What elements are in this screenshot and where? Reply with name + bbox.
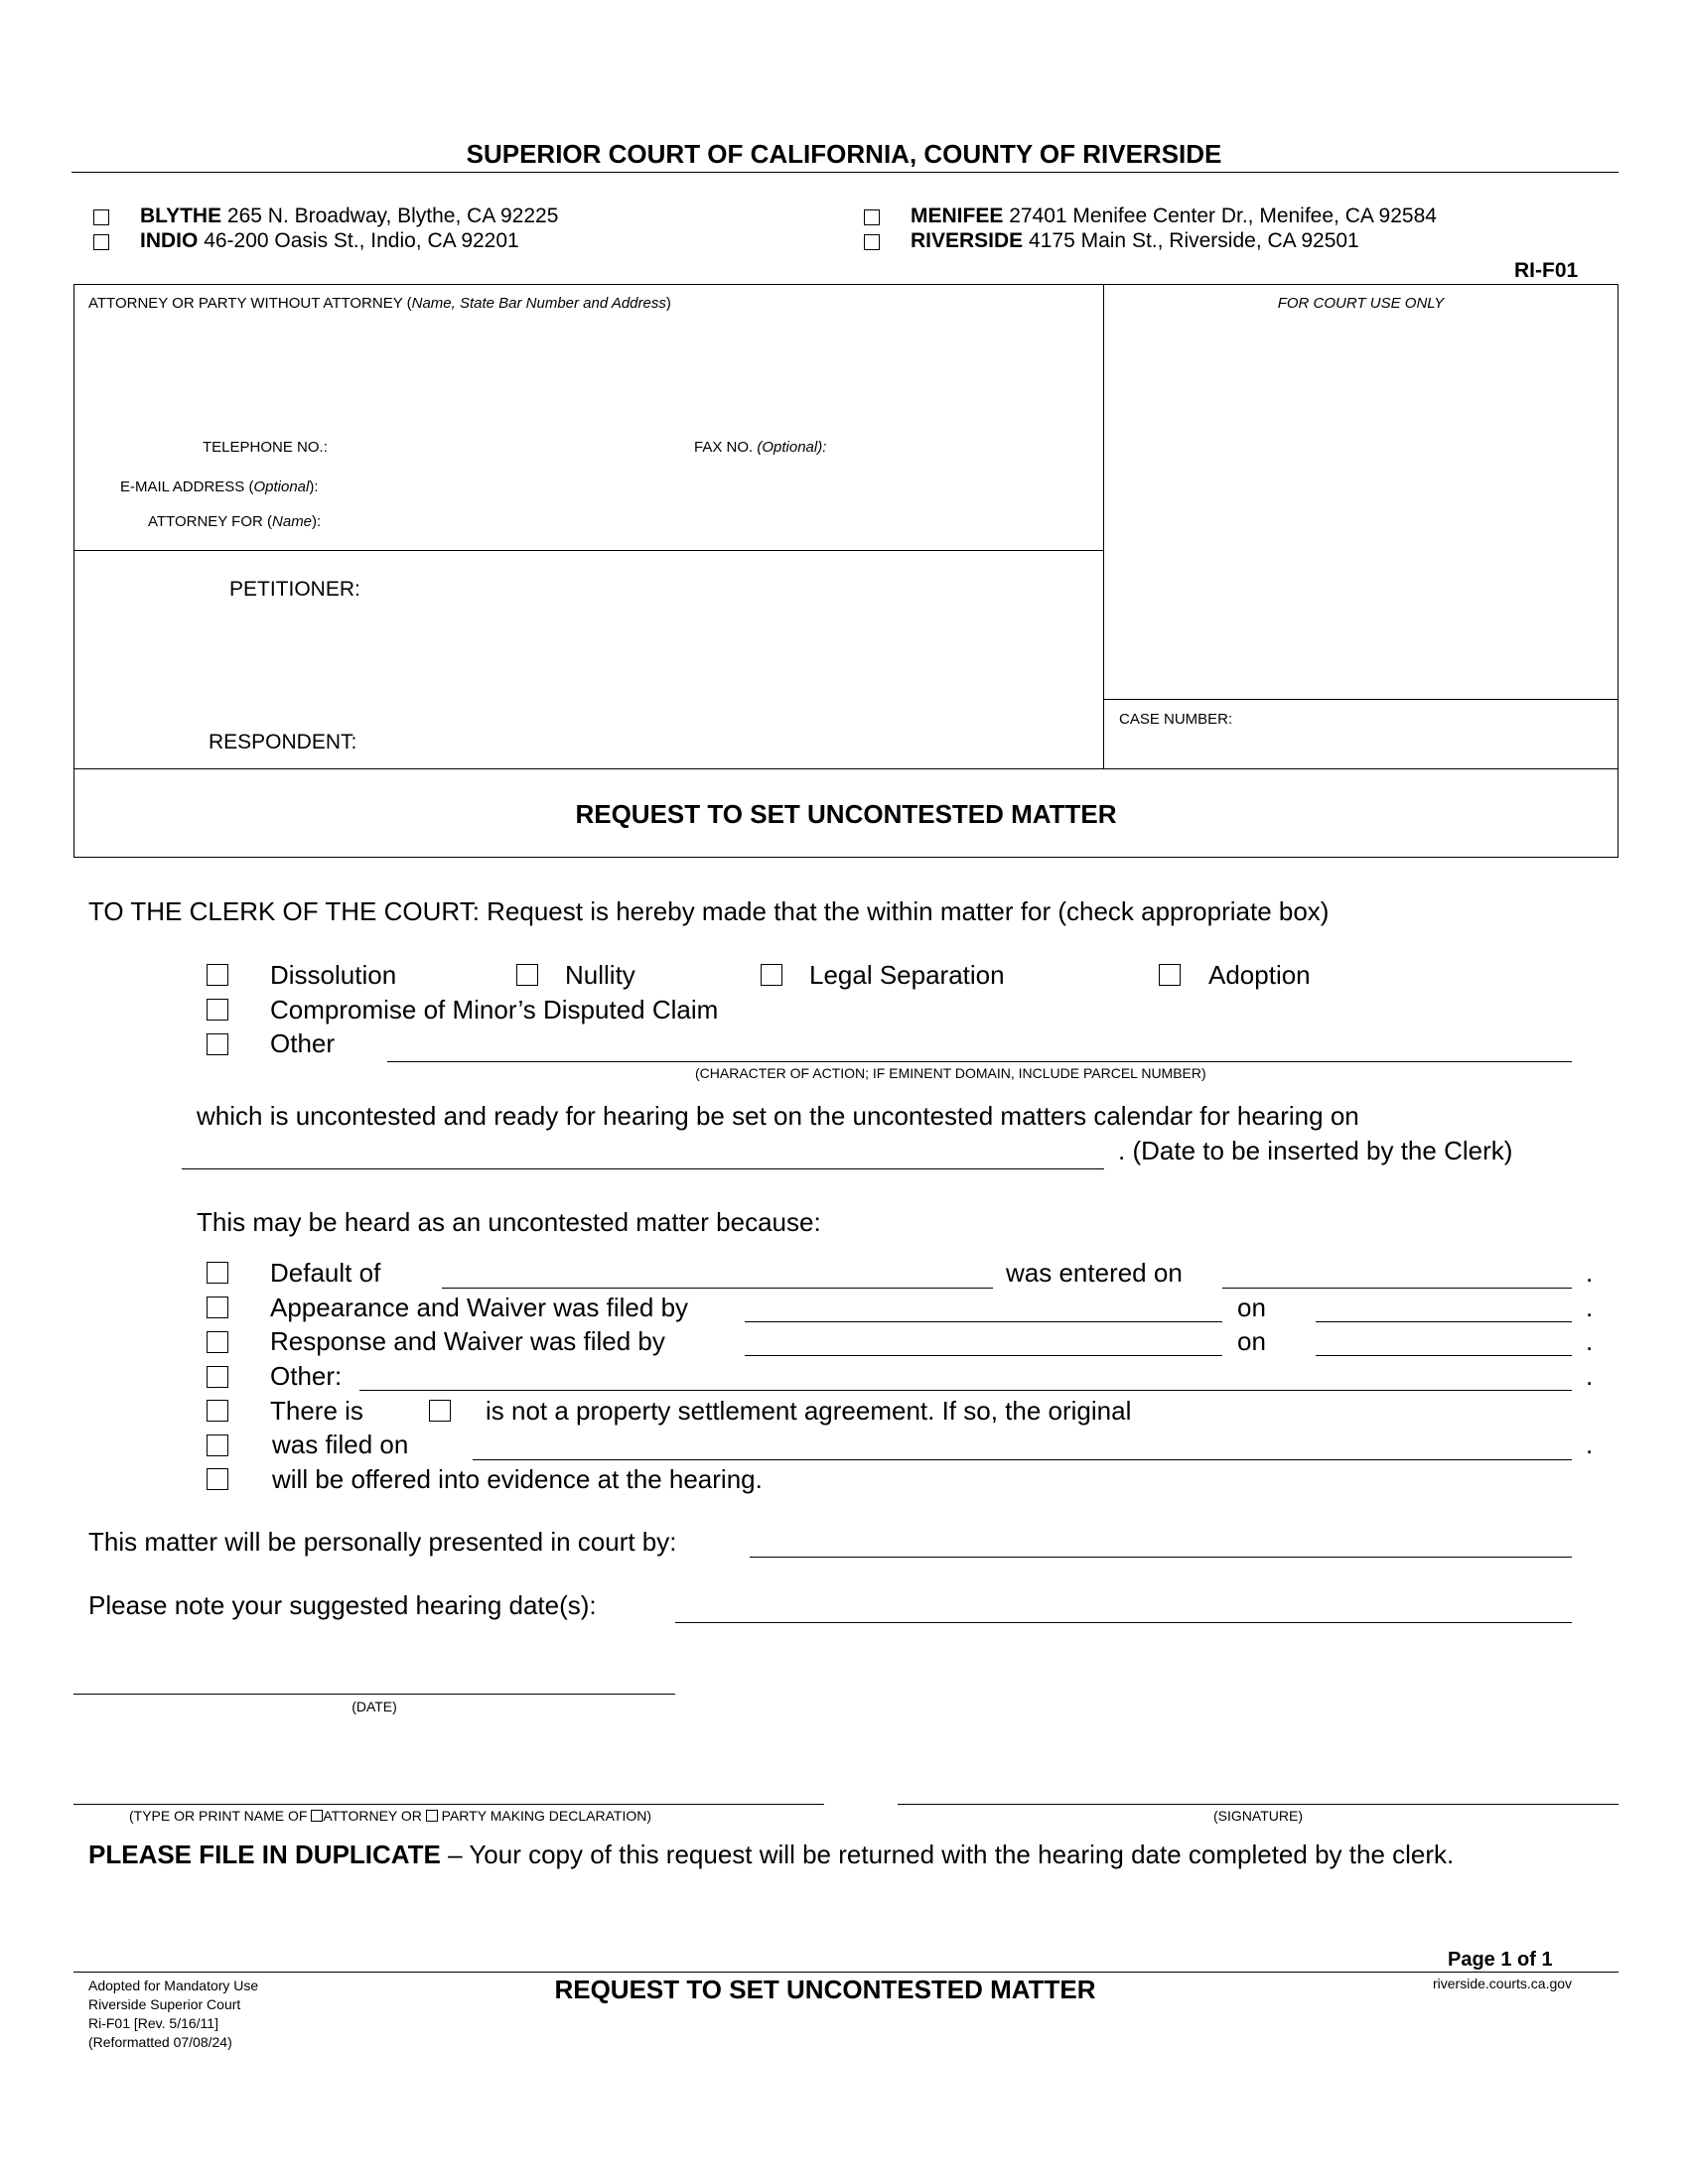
appearance-on-label: on	[1237, 1293, 1266, 1322]
appearance-party-line[interactable]	[745, 1321, 1222, 1322]
footer-title: REQUEST TO SET UNCONTESTED MATTER	[554, 1975, 1096, 2004]
dissolution-checkbox[interactable]	[207, 964, 228, 986]
hearing-date-line[interactable]	[182, 1168, 1104, 1169]
appearance-label: Appearance and Waiver was filed by	[270, 1293, 689, 1322]
name-caption: (TYPE OR PRINT NAME OF ATTORNEY OR PARTY MAKING DECLARATION)	[129, 1808, 652, 1824]
caption-box	[73, 284, 1618, 858]
adoption-label: Adoption	[1208, 960, 1311, 990]
was-filed-checkbox[interactable]	[207, 1434, 228, 1456]
there-is-label: There is	[270, 1396, 363, 1426]
character-caption: (CHARACTER OF ACTION; IF EMINENT DOMAIN, INCLUDE PARCEL NUMBER)	[695, 1065, 1206, 1081]
case-number-label: CASE NUMBER:	[1119, 711, 1233, 728]
other-reason-label: Other:	[270, 1361, 343, 1391]
appearance-date-line[interactable]	[1316, 1321, 1572, 1322]
default-date-line[interactable]	[1222, 1288, 1572, 1289]
location-riverside: RIVERSIDE 4175 Main St., Riverside, CA 92501	[911, 229, 1359, 252]
attorney-section-rule	[73, 550, 1104, 551]
other-reason-line[interactable]	[359, 1390, 1572, 1391]
response-on-label: on	[1237, 1326, 1266, 1356]
date-line[interactable]	[73, 1694, 675, 1695]
was-filed-on-line[interactable]	[473, 1459, 1572, 1460]
presented-by-label: This matter will be personally presented in court by:	[88, 1527, 677, 1557]
party-declarant-checkbox[interactable]	[426, 1810, 438, 1822]
ready-text: which is uncontested and ready for hearing be set on the uncontested matters calendar for hearing on	[197, 1101, 1359, 1131]
footer-rule	[73, 1972, 1618, 1973]
location-blythe: BLYTHE 265 N. Broadway, Blythe, CA 92225	[140, 205, 559, 227]
location-menifee: MENIFEE 27401 Menifee Center Dr., Menifee, CA 92584	[911, 205, 1437, 227]
attorney-for-label: ATTORNEY FOR (Name):	[148, 513, 322, 530]
adoption-checkbox[interactable]	[1159, 964, 1181, 986]
intro-text: TO THE CLERK OF THE COURT: Request is hereby made that the within matter for (check appropriate box)	[88, 896, 1330, 926]
file-duplicate-note: PLEASE FILE IN DUPLICATE – Your copy of this request will be returned with the hearing date completed by the clerk.	[88, 1840, 1455, 1869]
caption-divider	[1103, 284, 1104, 768]
name-line[interactable]	[73, 1804, 824, 1805]
suggested-dates-label: Please note your suggested hearing date(s):	[88, 1590, 597, 1620]
signature-caption: (SIGNATURE)	[1213, 1808, 1303, 1824]
dissolution-label: Dissolution	[270, 960, 397, 990]
period: .	[1586, 1430, 1594, 1459]
court-title: SUPERIOR COURT OF CALIFORNIA, COUNTY OF RIVERSIDE	[466, 139, 1222, 169]
period: .	[1586, 1361, 1594, 1391]
offered-checkbox[interactable]	[207, 1468, 228, 1490]
default-of-label: Default of	[270, 1258, 381, 1288]
blythe-checkbox[interactable]	[93, 209, 109, 225]
respondent-label: RESPONDENT:	[209, 731, 357, 753]
other-matter-label: Other	[270, 1028, 336, 1058]
is-not-label: is not a property settlement agreement. If so, the original	[486, 1396, 1132, 1426]
was-entered-on-label: was entered on	[1006, 1258, 1183, 1288]
other-reason-checkbox[interactable]	[207, 1366, 228, 1388]
indio-checkbox[interactable]	[93, 234, 109, 250]
is-not-checkbox[interactable]	[429, 1400, 451, 1422]
nullity-label: Nullity	[565, 960, 635, 990]
nullity-checkbox[interactable]	[516, 964, 538, 986]
response-checkbox[interactable]	[207, 1331, 228, 1353]
period: .	[1586, 1326, 1594, 1356]
adopted-block: Adopted for Mandatory Use Riverside Superior Court Ri-F01 [Rev. 5/16/11] (Reformatted 07/08/24)	[88, 1978, 259, 2050]
court-use-label: FOR COURT USE ONLY	[1277, 295, 1445, 312]
default-party-line[interactable]	[442, 1288, 993, 1289]
presented-by-line[interactable]	[750, 1557, 1572, 1558]
page-number: Page 1 of 1	[1448, 1949, 1553, 1971]
header-rule	[71, 172, 1618, 173]
email-label: E-MAIL ADDRESS (Optional):	[120, 478, 319, 495]
legal-separation-checkbox[interactable]	[761, 964, 782, 986]
legal-separation-label: Legal Separation	[809, 960, 1005, 990]
title-section-rule	[73, 768, 1618, 769]
date-caption: (DATE)	[352, 1699, 397, 1714]
court-use-rule	[1103, 699, 1618, 700]
fax-label: FAX NO. (Optional):	[694, 439, 827, 456]
there-is-checkbox[interactable]	[207, 1400, 228, 1422]
form-title: REQUEST TO SET UNCONTESTED MATTER	[575, 799, 1117, 829]
suggested-dates-line[interactable]	[675, 1622, 1572, 1623]
riverside-checkbox[interactable]	[864, 234, 880, 250]
appearance-checkbox[interactable]	[207, 1297, 228, 1318]
offered-label: will be offered into evidence at the hearing.	[272, 1464, 763, 1494]
form-id: RI-F01	[1514, 259, 1579, 282]
attorney-declarant-checkbox[interactable]	[311, 1810, 323, 1822]
location-indio: INDIO 46-200 Oasis St., Indio, CA 92201	[140, 229, 519, 252]
signature-line[interactable]	[898, 1804, 1618, 1805]
attorney-label: ATTORNEY OR PARTY WITHOUT ATTORNEY (Name, State Bar Number and Address)	[88, 295, 671, 312]
compromise-checkbox[interactable]	[207, 999, 228, 1021]
was-filed-on-label: was filed on	[272, 1430, 409, 1459]
default-checkbox[interactable]	[207, 1262, 228, 1284]
period: .	[1586, 1258, 1594, 1288]
character-of-action-line[interactable]	[387, 1061, 1572, 1062]
menifee-checkbox[interactable]	[864, 209, 880, 225]
compromise-label: Compromise of Minor’s Disputed Claim	[270, 995, 719, 1024]
other-matter-checkbox[interactable]	[207, 1033, 228, 1055]
telephone-label: TELEPHONE NO.:	[203, 439, 328, 456]
period: .	[1586, 1293, 1594, 1322]
response-date-line[interactable]	[1316, 1355, 1572, 1356]
footer-website[interactable]: riverside.courts.ca.gov	[1433, 1976, 1573, 1991]
petitioner-label: PETITIONER:	[229, 578, 360, 601]
response-party-line[interactable]	[745, 1355, 1222, 1356]
date-by-clerk: . (Date to be inserted by the Clerk)	[1118, 1136, 1513, 1165]
because-text: This may be heard as an uncontested matter because:	[197, 1207, 821, 1237]
response-label: Response and Waiver was filed by	[270, 1326, 665, 1356]
